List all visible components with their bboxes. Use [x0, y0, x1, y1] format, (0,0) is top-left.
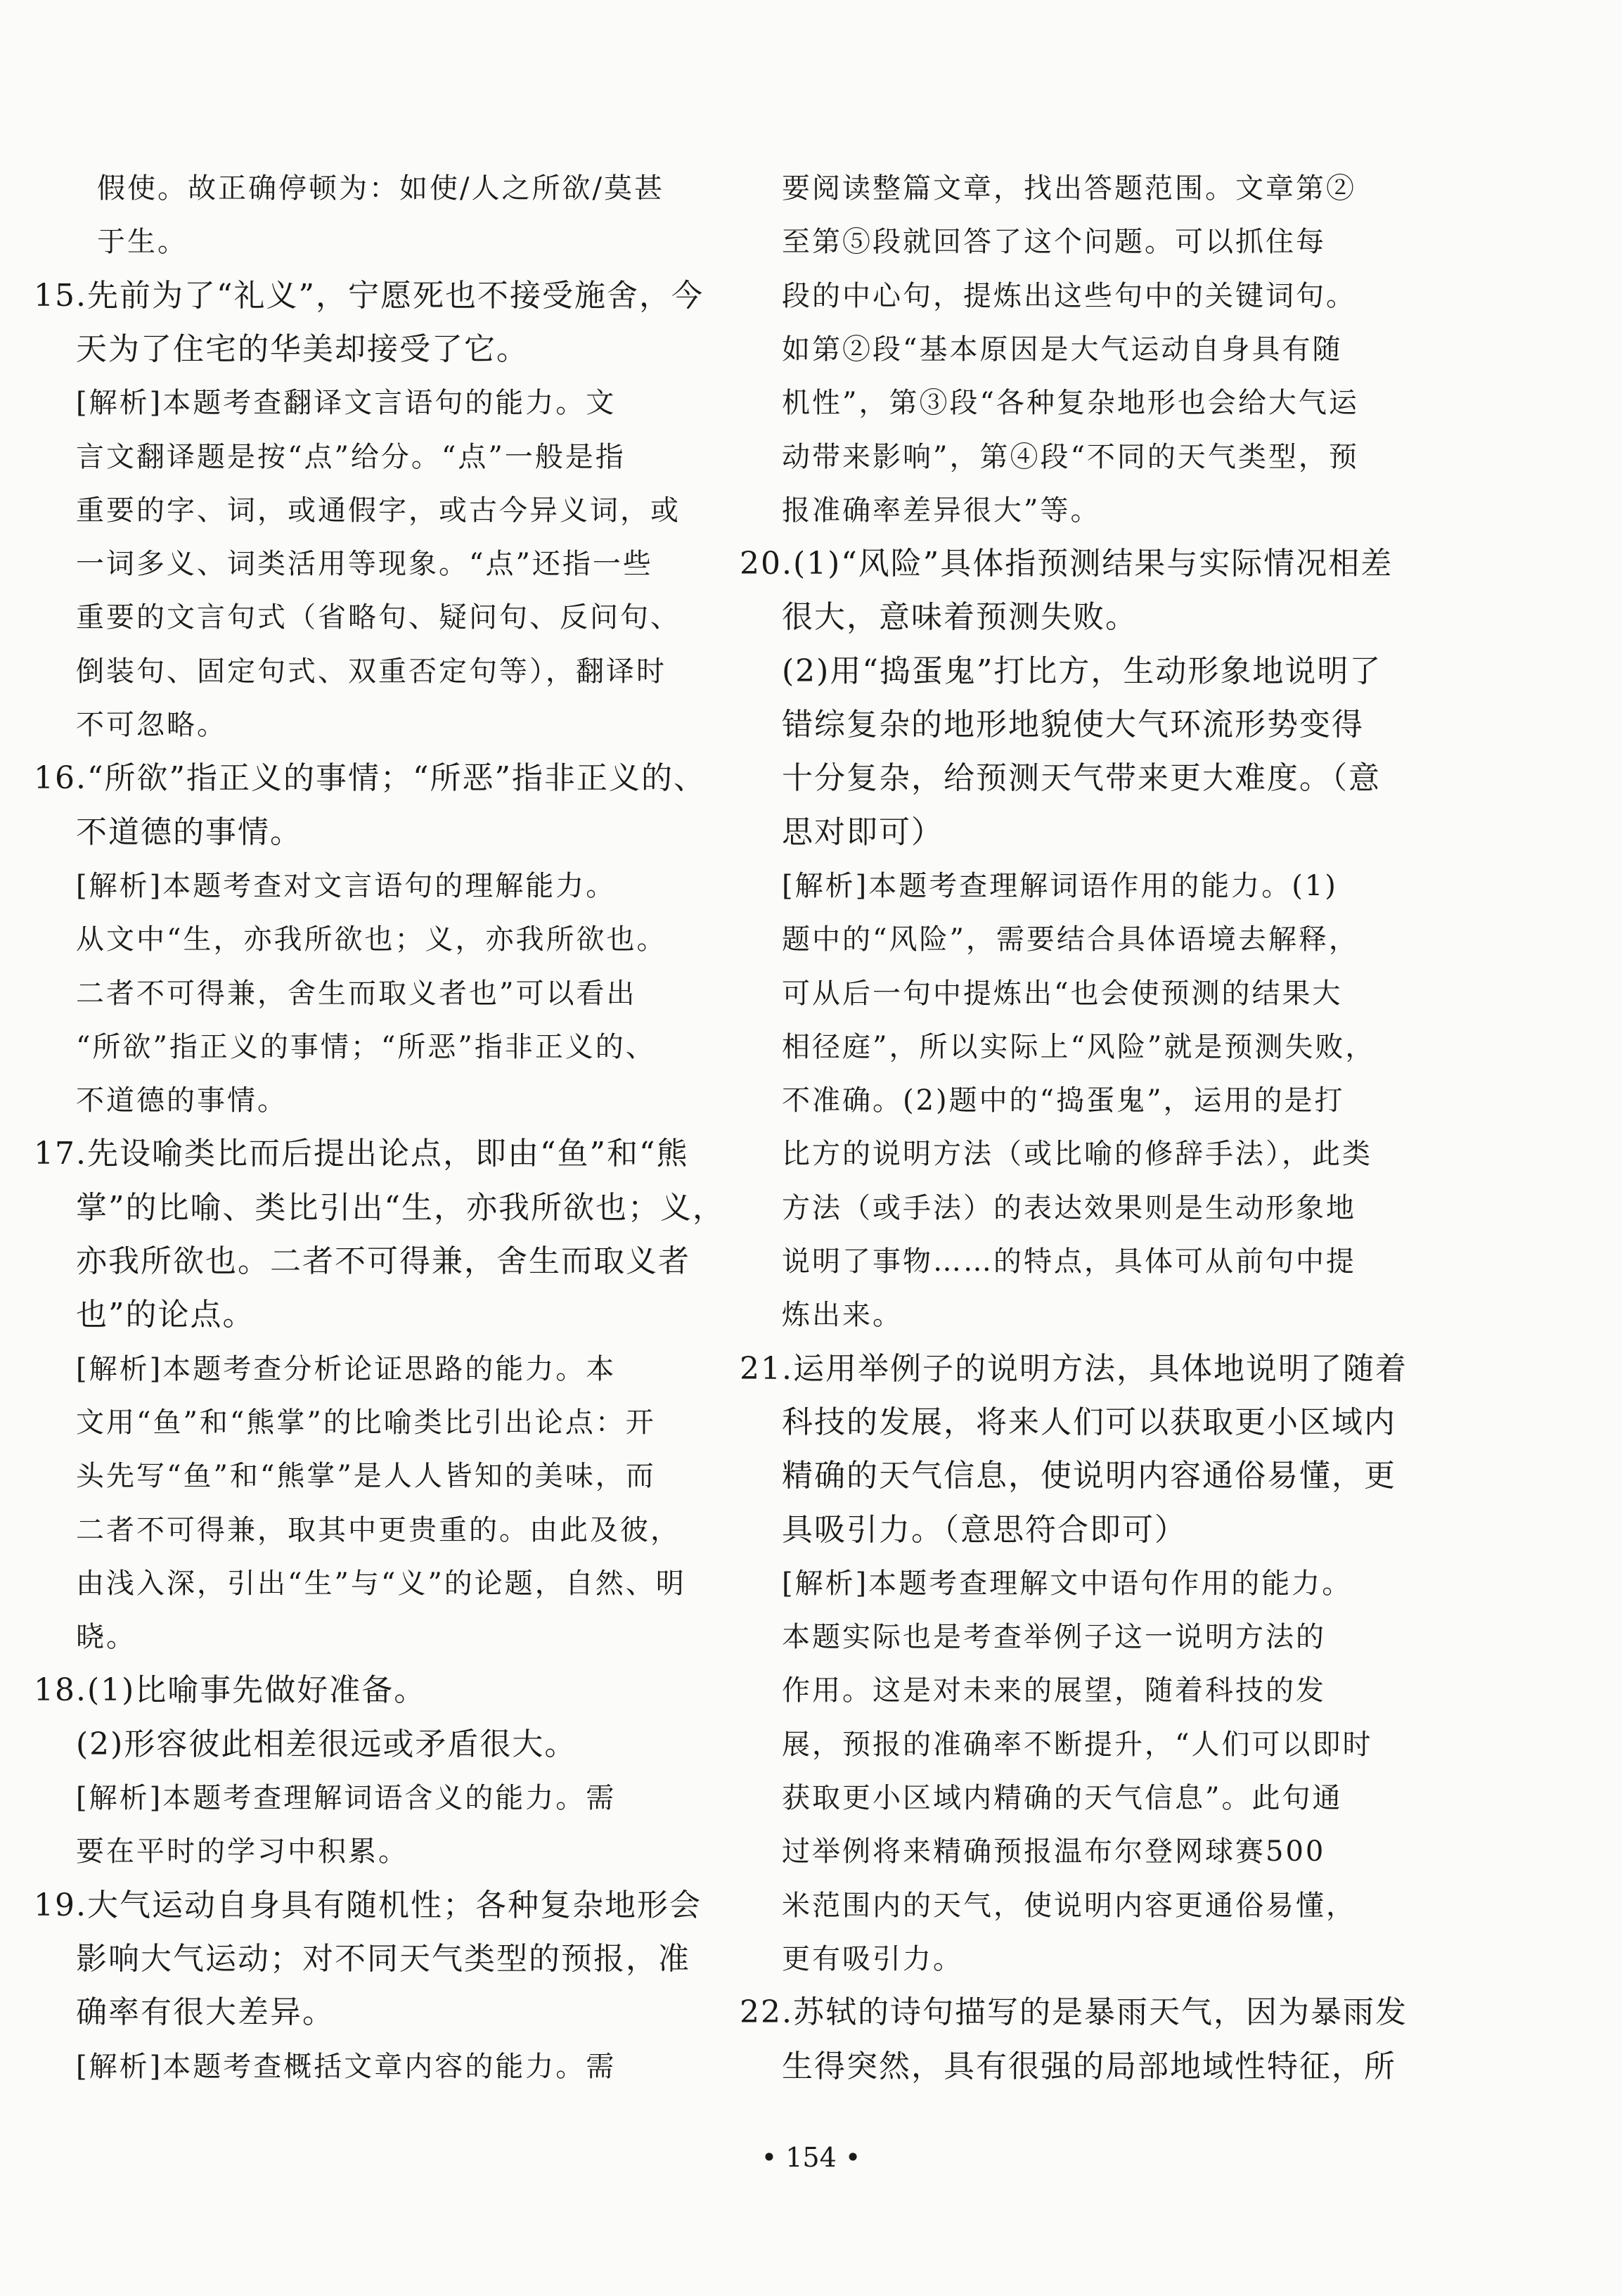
answer-line: 18.(1)比喻事先做好准备。 — [34, 1672, 427, 1709]
analysis-line: [解析]本题考查理解词语作用的能力。(1) — [782, 869, 1338, 902]
analysis-line: 比方的说明方法（或比喻的修辞手法），此类 — [782, 1138, 1372, 1171]
answer-line: 具吸引力。（意思符合即可） — [782, 1511, 1187, 1548]
analysis-line: 至第⑤段就回答了这个问题。可以抓住每 — [782, 226, 1326, 259]
analysis-line: 更有吸引力。 — [782, 1942, 963, 1975]
answer-line: 17.先设喻类比而后提出论点，即由“鱼”和“熊 — [34, 1136, 689, 1172]
analysis-line: 相径庭”，所以实际上“风险”就是预测失败， — [782, 1030, 1376, 1063]
analysis-line: 段的中心句，提炼出这些句中的关键词句。 — [782, 279, 1356, 312]
analysis-line: 一词多义、词类活用等现象。“点”还指一些 — [76, 548, 653, 581]
answer-line: 不道德的事情。 — [76, 814, 302, 850]
answer-line: 很大，意味着预测失败。 — [782, 599, 1138, 636]
analysis-line: 题中的“风险”，需要结合具体语境去解释， — [782, 923, 1359, 956]
analysis-line: 假使。故正确停顿为：如使/人之所欲/莫甚 — [97, 172, 664, 205]
answer-line: 15.先前为了“礼义”，宁愿死也不接受施舍，今 — [34, 277, 704, 314]
answer-line: 思对即可） — [782, 814, 944, 850]
analysis-line: 获取更小区域内精确的天气信息”。此句通 — [782, 1782, 1343, 1814]
analysis-line: 如第②段“基本原因是大气运动自身具有随 — [782, 333, 1343, 366]
analysis-line: 报准确率差异很大”等。 — [782, 494, 1101, 527]
analysis-line: 晓。 — [76, 1621, 136, 1654]
analysis-line: [解析]本题考查概括文章内容的能力。需 — [76, 2050, 617, 2083]
analysis-line: 二者不可得兼，取其中更贵重的。由此及彼， — [76, 1513, 681, 1546]
page-number: • 154 • — [761, 2142, 861, 2173]
answer-line: (2)用“捣蛋鬼”打比方，生动形象地说明了 — [782, 653, 1382, 689]
analysis-line: [解析]本题考查对文言语句的理解能力。 — [76, 869, 617, 902]
answer-line: (2)形容彼此相差很远或矛盾很大。 — [76, 1726, 577, 1762]
analysis-line: [解析]本题考查理解文中语句作用的能力。 — [782, 1567, 1353, 1600]
answer-line: 天为了住宅的华美却接受了它。 — [76, 331, 529, 367]
answer-line: 亦我所欲也。二者不可得兼，舍生而取义者 — [76, 1243, 690, 1279]
answer-line: 19.大气运动自身具有随机性；各种复杂地形会 — [34, 1887, 702, 1923]
analysis-line: 倒装句、固定句式、双重否定句等），翻译时 — [76, 655, 667, 688]
analysis-line: 不可忽略。 — [76, 709, 227, 741]
analysis-line: 言文翻译题是按“点”给分。“点”一般是指 — [76, 440, 626, 473]
analysis-line: 文用“鱼”和“熊掌”的比喻类比引出论点：开 — [76, 1406, 656, 1439]
answer-line: 科技的发展，将来人们可以获取更小区域内 — [782, 1404, 1396, 1440]
answer-line: 错综复杂的地形地貌使大气环流形势变得 — [782, 707, 1364, 743]
answer-line: 22.苏轼的诗句描写的是暴雨天气，因为暴雨发 — [740, 1994, 1408, 2031]
answer-line: 影响大气运动；对不同天气类型的预报，准 — [76, 1940, 690, 1977]
answer-line: 确率有很大差异。 — [76, 1994, 335, 2031]
analysis-line: 机性”，第③段“各种复杂地形也会给大气运 — [782, 387, 1359, 420]
analysis-line: 头先写“鱼”和“熊掌”是人人皆知的美味，而 — [76, 1460, 656, 1493]
analysis-line: 不道德的事情。 — [76, 1084, 288, 1117]
answer-line: 十分复杂，给预测天气带来更大难度。（意 — [782, 760, 1381, 797]
analysis-line: [解析]本题考查理解词语含义的能力。需 — [76, 1782, 617, 1814]
analysis-line: [解析]本题考查翻译文言语句的能力。文 — [76, 387, 617, 420]
analysis-line: 米范围内的天气，使说明内容更通俗易懂， — [782, 1889, 1356, 1922]
analysis-line: 二者不可得兼，舍生而取义者也”可以看出 — [76, 977, 637, 1010]
answer-line: 21.运用举例子的说明方法，具体地说明了随着 — [740, 1350, 1408, 1387]
analysis-line: 炼出来。 — [782, 1299, 903, 1332]
analysis-line: 说明了事物……的特点，具体可从前句中提 — [782, 1245, 1356, 1278]
answer-line: 也”的论点。 — [76, 1297, 255, 1333]
answer-line: 掌”的比喻、类比引出“生，亦我所欲也；义， — [76, 1189, 725, 1226]
answer-line: 20.(1)“风险”具体指预测结果与实际情况相差 — [740, 546, 1393, 582]
analysis-line: 本题实际也是考查举例子这一说明方法的 — [782, 1621, 1326, 1654]
analysis-line: 过举例将来精确预报温布尔登网球赛500 — [782, 1835, 1326, 1868]
analysis-line: 要阅读整篇文章，找出答题范围。文章第② — [782, 172, 1356, 205]
analysis-line: 由浅入深，引出“生”与“义”的论题，自然、明 — [76, 1567, 686, 1600]
analysis-line: 方法（或手法）的表达效果则是生动形象地 — [782, 1191, 1356, 1224]
answer-line: 精确的天气信息，使说明内容通俗易懂，更 — [782, 1458, 1396, 1494]
analysis-line: 作用。这是对未来的展望，随着科技的发 — [782, 1674, 1326, 1707]
analysis-line: 重要的字、词，或通假字，或古今异义词，或 — [76, 494, 681, 527]
analysis-line: [解析]本题考查分析论证思路的能力。本 — [76, 1352, 617, 1385]
analysis-line: 不准确。(2)题中的“捣蛋鬼”，运用的是打 — [782, 1084, 1345, 1117]
answer-line: 生得突然，具有很强的局部地域性特征，所 — [782, 2048, 1396, 2084]
analysis-line: 可从后一句中提炼出“也会使预测的结果大 — [782, 977, 1343, 1010]
answer-line: 16.“所欲”指正义的事情；“所恶”指非正义的、 — [34, 760, 706, 797]
analysis-line: 展，预报的准确率不断提升，“人们可以即时 — [782, 1728, 1373, 1761]
analysis-line: 要在平时的学习中积累。 — [76, 1835, 408, 1868]
analysis-line: “所欲”指正义的事情；“所恶”指非正义的、 — [76, 1030, 656, 1063]
analysis-line: 于生。 — [97, 226, 188, 259]
analysis-line: 动带来影响”，第④段“不同的天气类型，预 — [782, 440, 1359, 473]
analysis-line: 从文中“生，亦我所欲也；义，亦我所欲也。 — [76, 923, 667, 956]
analysis-line: 重要的文言句式（省略句、疑问句、反问句、 — [76, 601, 681, 634]
